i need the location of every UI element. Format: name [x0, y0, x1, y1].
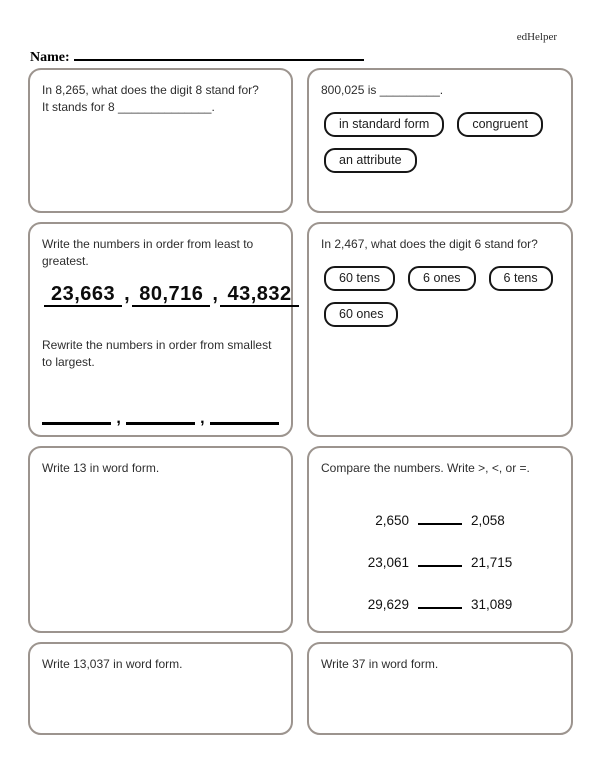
name-row [30, 48, 364, 66]
answer-blank-line[interactable] [42, 415, 111, 425]
right-number: 21,715 [471, 555, 513, 570]
comparison-row [309, 596, 571, 613]
answer-blanks-row [42, 410, 279, 427]
comparison-row [309, 512, 571, 529]
comma-separator: , [124, 283, 131, 305]
question-box-order-numbers [28, 222, 293, 437]
right-number: 31,089 [471, 597, 513, 612]
comparison-row [309, 554, 571, 571]
question-box-digit-6 [307, 222, 573, 437]
answer-choices [324, 266, 559, 327]
question-box-word-form-37 [307, 642, 573, 735]
number-value: 23,663 [44, 286, 122, 307]
comparison-rows [309, 512, 571, 638]
question-text: Write 37 in word form. [321, 657, 439, 671]
comma-separator: , [212, 283, 219, 305]
question-text: Write 13 in word form. [42, 461, 160, 475]
question-text: Compare the numbers. Write >, <, or =. [321, 461, 530, 475]
answer-blank-line[interactable] [126, 415, 195, 425]
comma-separator: , [116, 410, 121, 427]
question-text: Write the numbers in order from least to greatest. [42, 237, 254, 268]
comparison-blank-line[interactable] [418, 556, 462, 567]
choice-pill[interactable]: 60 ones [324, 302, 398, 327]
question-box-digit-8 [28, 68, 293, 213]
question-text: In 2,467, what does the digit 6 stand for? [321, 237, 538, 251]
choice-pill[interactable]: an attribute [324, 148, 417, 173]
question-text-line[interactable]: It stands for 8 ______________. [42, 100, 215, 114]
question-box-word-form-13037 [28, 642, 293, 735]
question-text: Rewrite the numbers in order from smallest to largest. [42, 338, 272, 369]
choice-pill[interactable]: 6 tens [489, 266, 553, 291]
answer-choices [324, 112, 559, 173]
comparison-blank-line[interactable] [418, 514, 462, 525]
question-box-compare-numbers [307, 446, 573, 633]
right-number: 2,058 [471, 513, 505, 528]
comma-separator: , [200, 410, 205, 427]
name-label: Name: [30, 50, 70, 65]
question-text: 800,025 is _________. [321, 83, 444, 97]
answer-blank-line[interactable] [210, 415, 279, 425]
question-box-word-form-13 [28, 446, 293, 633]
number-list [44, 283, 292, 307]
question-text-line: In 8,265, what does the digit 8 stand for? [42, 83, 259, 97]
choice-pill[interactable]: in standard form [324, 112, 444, 137]
choice-pill[interactable]: 6 ones [408, 266, 476, 291]
left-number: 2,650 [375, 513, 409, 528]
number-value: 43,832 [220, 286, 298, 307]
number-value: 80,716 [132, 286, 210, 307]
choice-pill[interactable]: congruent [457, 112, 543, 137]
question-text: Write 13,037 in word form. [42, 657, 183, 671]
left-number: 29,629 [367, 597, 409, 612]
left-number: 23,061 [367, 555, 409, 570]
comparison-blank-line[interactable] [418, 598, 462, 609]
name-blank-line[interactable] [74, 48, 364, 61]
question-box-standard-form [307, 68, 573, 213]
choice-pill[interactable]: 60 tens [324, 266, 395, 291]
brand-logo: edHelper [516, 31, 557, 43]
